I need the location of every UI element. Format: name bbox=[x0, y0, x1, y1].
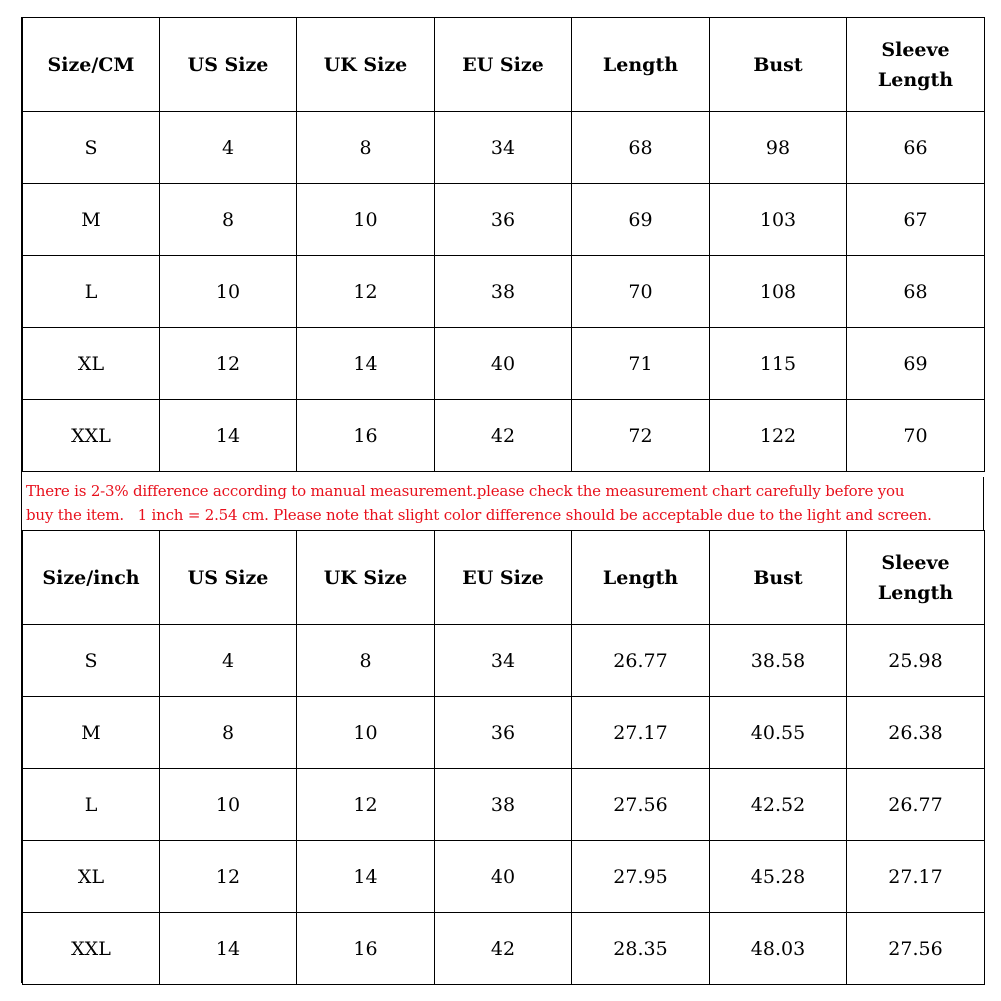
header-eu-size: EU Size bbox=[435, 531, 572, 625]
cell-sleeve-length: 70 bbox=[847, 400, 985, 472]
table-row bbox=[23, 400, 985, 472]
cm-size-table bbox=[22, 17, 985, 472]
header-length: Length bbox=[572, 18, 710, 112]
header-us-size: US Size bbox=[160, 18, 297, 112]
cell-length: 27.56 bbox=[572, 769, 710, 841]
cell-length: 28.35 bbox=[572, 913, 710, 985]
cell-eu-size: 40 bbox=[435, 841, 572, 913]
table-row bbox=[23, 625, 985, 697]
cell-bust: 103 bbox=[710, 184, 847, 256]
table-row bbox=[23, 769, 985, 841]
cell-bust: 48.03 bbox=[710, 913, 847, 985]
cell-uk-size: 16 bbox=[297, 913, 435, 985]
cell-us-size: 4 bbox=[160, 625, 297, 697]
cell-sleeve-length: 26.77 bbox=[847, 769, 985, 841]
cell-length: 27.95 bbox=[572, 841, 710, 913]
cell-us-size: 14 bbox=[160, 913, 297, 985]
cell-length: 27.17 bbox=[572, 697, 710, 769]
table-row bbox=[23, 913, 985, 985]
cell-eu-size: 38 bbox=[435, 256, 572, 328]
cell-sleeve-length: 68 bbox=[847, 256, 985, 328]
header-size-cm: Size/CM bbox=[23, 18, 160, 112]
cell-size: XXL bbox=[23, 400, 160, 472]
cell-size: S bbox=[23, 112, 160, 184]
cell-eu-size: 42 bbox=[435, 400, 572, 472]
cell-bust: 45.28 bbox=[710, 841, 847, 913]
inch-size-table bbox=[22, 530, 985, 985]
header-length: Length bbox=[572, 531, 710, 625]
cell-eu-size: 34 bbox=[435, 112, 572, 184]
cell-bust: 122 bbox=[710, 400, 847, 472]
cell-size: M bbox=[23, 184, 160, 256]
cell-us-size: 12 bbox=[160, 328, 297, 400]
cell-eu-size: 36 bbox=[435, 184, 572, 256]
table-row bbox=[23, 256, 985, 328]
cell-us-size: 10 bbox=[160, 769, 297, 841]
header-sleeve-length: Sleeve Length bbox=[847, 531, 985, 625]
measurement-note-line2: buy the item. 1 inch = 2.54 cm. Please note that slight color difference should be acceptable due to the light and screen. bbox=[26, 506, 932, 524]
cell-us-size: 8 bbox=[160, 184, 297, 256]
cell-us-size: 8 bbox=[160, 697, 297, 769]
cell-size: XL bbox=[23, 841, 160, 913]
cell-uk-size: 10 bbox=[297, 184, 435, 256]
header-uk-size: UK Size bbox=[297, 531, 435, 625]
cell-uk-size: 14 bbox=[297, 841, 435, 913]
cell-sleeve-length: 69 bbox=[847, 328, 985, 400]
cell-sleeve-length: 66 bbox=[847, 112, 985, 184]
cell-sleeve-length: 27.56 bbox=[847, 913, 985, 985]
cell-uk-size: 14 bbox=[297, 328, 435, 400]
cell-length: 70 bbox=[572, 256, 710, 328]
cell-bust: 42.52 bbox=[710, 769, 847, 841]
cell-uk-size: 12 bbox=[297, 769, 435, 841]
measurement-note-line1: There is 2-3% difference according to manual measurement.please check the measurement chart carefully before you bbox=[26, 482, 905, 500]
cell-eu-size: 36 bbox=[435, 697, 572, 769]
cell-size: L bbox=[23, 256, 160, 328]
cell-bust: 38.58 bbox=[710, 625, 847, 697]
cell-bust: 108 bbox=[710, 256, 847, 328]
cell-us-size: 10 bbox=[160, 256, 297, 328]
header-uk-size: UK Size bbox=[297, 18, 435, 112]
header-us-size: US Size bbox=[160, 531, 297, 625]
cell-bust: 98 bbox=[710, 112, 847, 184]
header-eu-size: EU Size bbox=[435, 18, 572, 112]
measurement-note bbox=[22, 477, 984, 531]
size-chart-sheet bbox=[21, 17, 983, 983]
cell-us-size: 14 bbox=[160, 400, 297, 472]
cell-uk-size: 12 bbox=[297, 256, 435, 328]
cell-uk-size: 8 bbox=[297, 625, 435, 697]
cell-length: 69 bbox=[572, 184, 710, 256]
cell-sleeve-length: 25.98 bbox=[847, 625, 985, 697]
cell-us-size: 12 bbox=[160, 841, 297, 913]
header-bust: Bust bbox=[710, 531, 847, 625]
header-sleeve-length: Sleeve Length bbox=[847, 18, 985, 112]
cell-length: 72 bbox=[572, 400, 710, 472]
table-row bbox=[23, 184, 985, 256]
cell-length: 26.77 bbox=[572, 625, 710, 697]
cell-length: 71 bbox=[572, 328, 710, 400]
cell-uk-size: 10 bbox=[297, 697, 435, 769]
cell-bust: 115 bbox=[710, 328, 847, 400]
cell-size: XL bbox=[23, 328, 160, 400]
cell-size: XXL bbox=[23, 913, 160, 985]
header-bust: Bust bbox=[710, 18, 847, 112]
cell-sleeve-length: 26.38 bbox=[847, 697, 985, 769]
cell-eu-size: 40 bbox=[435, 328, 572, 400]
table-row bbox=[23, 697, 985, 769]
cell-uk-size: 8 bbox=[297, 112, 435, 184]
cell-uk-size: 16 bbox=[297, 400, 435, 472]
cell-eu-size: 34 bbox=[435, 625, 572, 697]
cell-sleeve-length: 27.17 bbox=[847, 841, 985, 913]
cell-size: S bbox=[23, 625, 160, 697]
inch-table-header-row bbox=[23, 531, 985, 625]
cell-size: M bbox=[23, 697, 160, 769]
table-row bbox=[23, 328, 985, 400]
cell-length: 68 bbox=[572, 112, 710, 184]
cell-eu-size: 38 bbox=[435, 769, 572, 841]
header-size-inch: Size/inch bbox=[23, 531, 160, 625]
cell-eu-size: 42 bbox=[435, 913, 572, 985]
cm-table-header-row bbox=[23, 18, 985, 112]
table-row bbox=[23, 112, 985, 184]
cell-bust: 40.55 bbox=[710, 697, 847, 769]
cell-us-size: 4 bbox=[160, 112, 297, 184]
cell-sleeve-length: 67 bbox=[847, 184, 985, 256]
table-row bbox=[23, 841, 985, 913]
cell-size: L bbox=[23, 769, 160, 841]
